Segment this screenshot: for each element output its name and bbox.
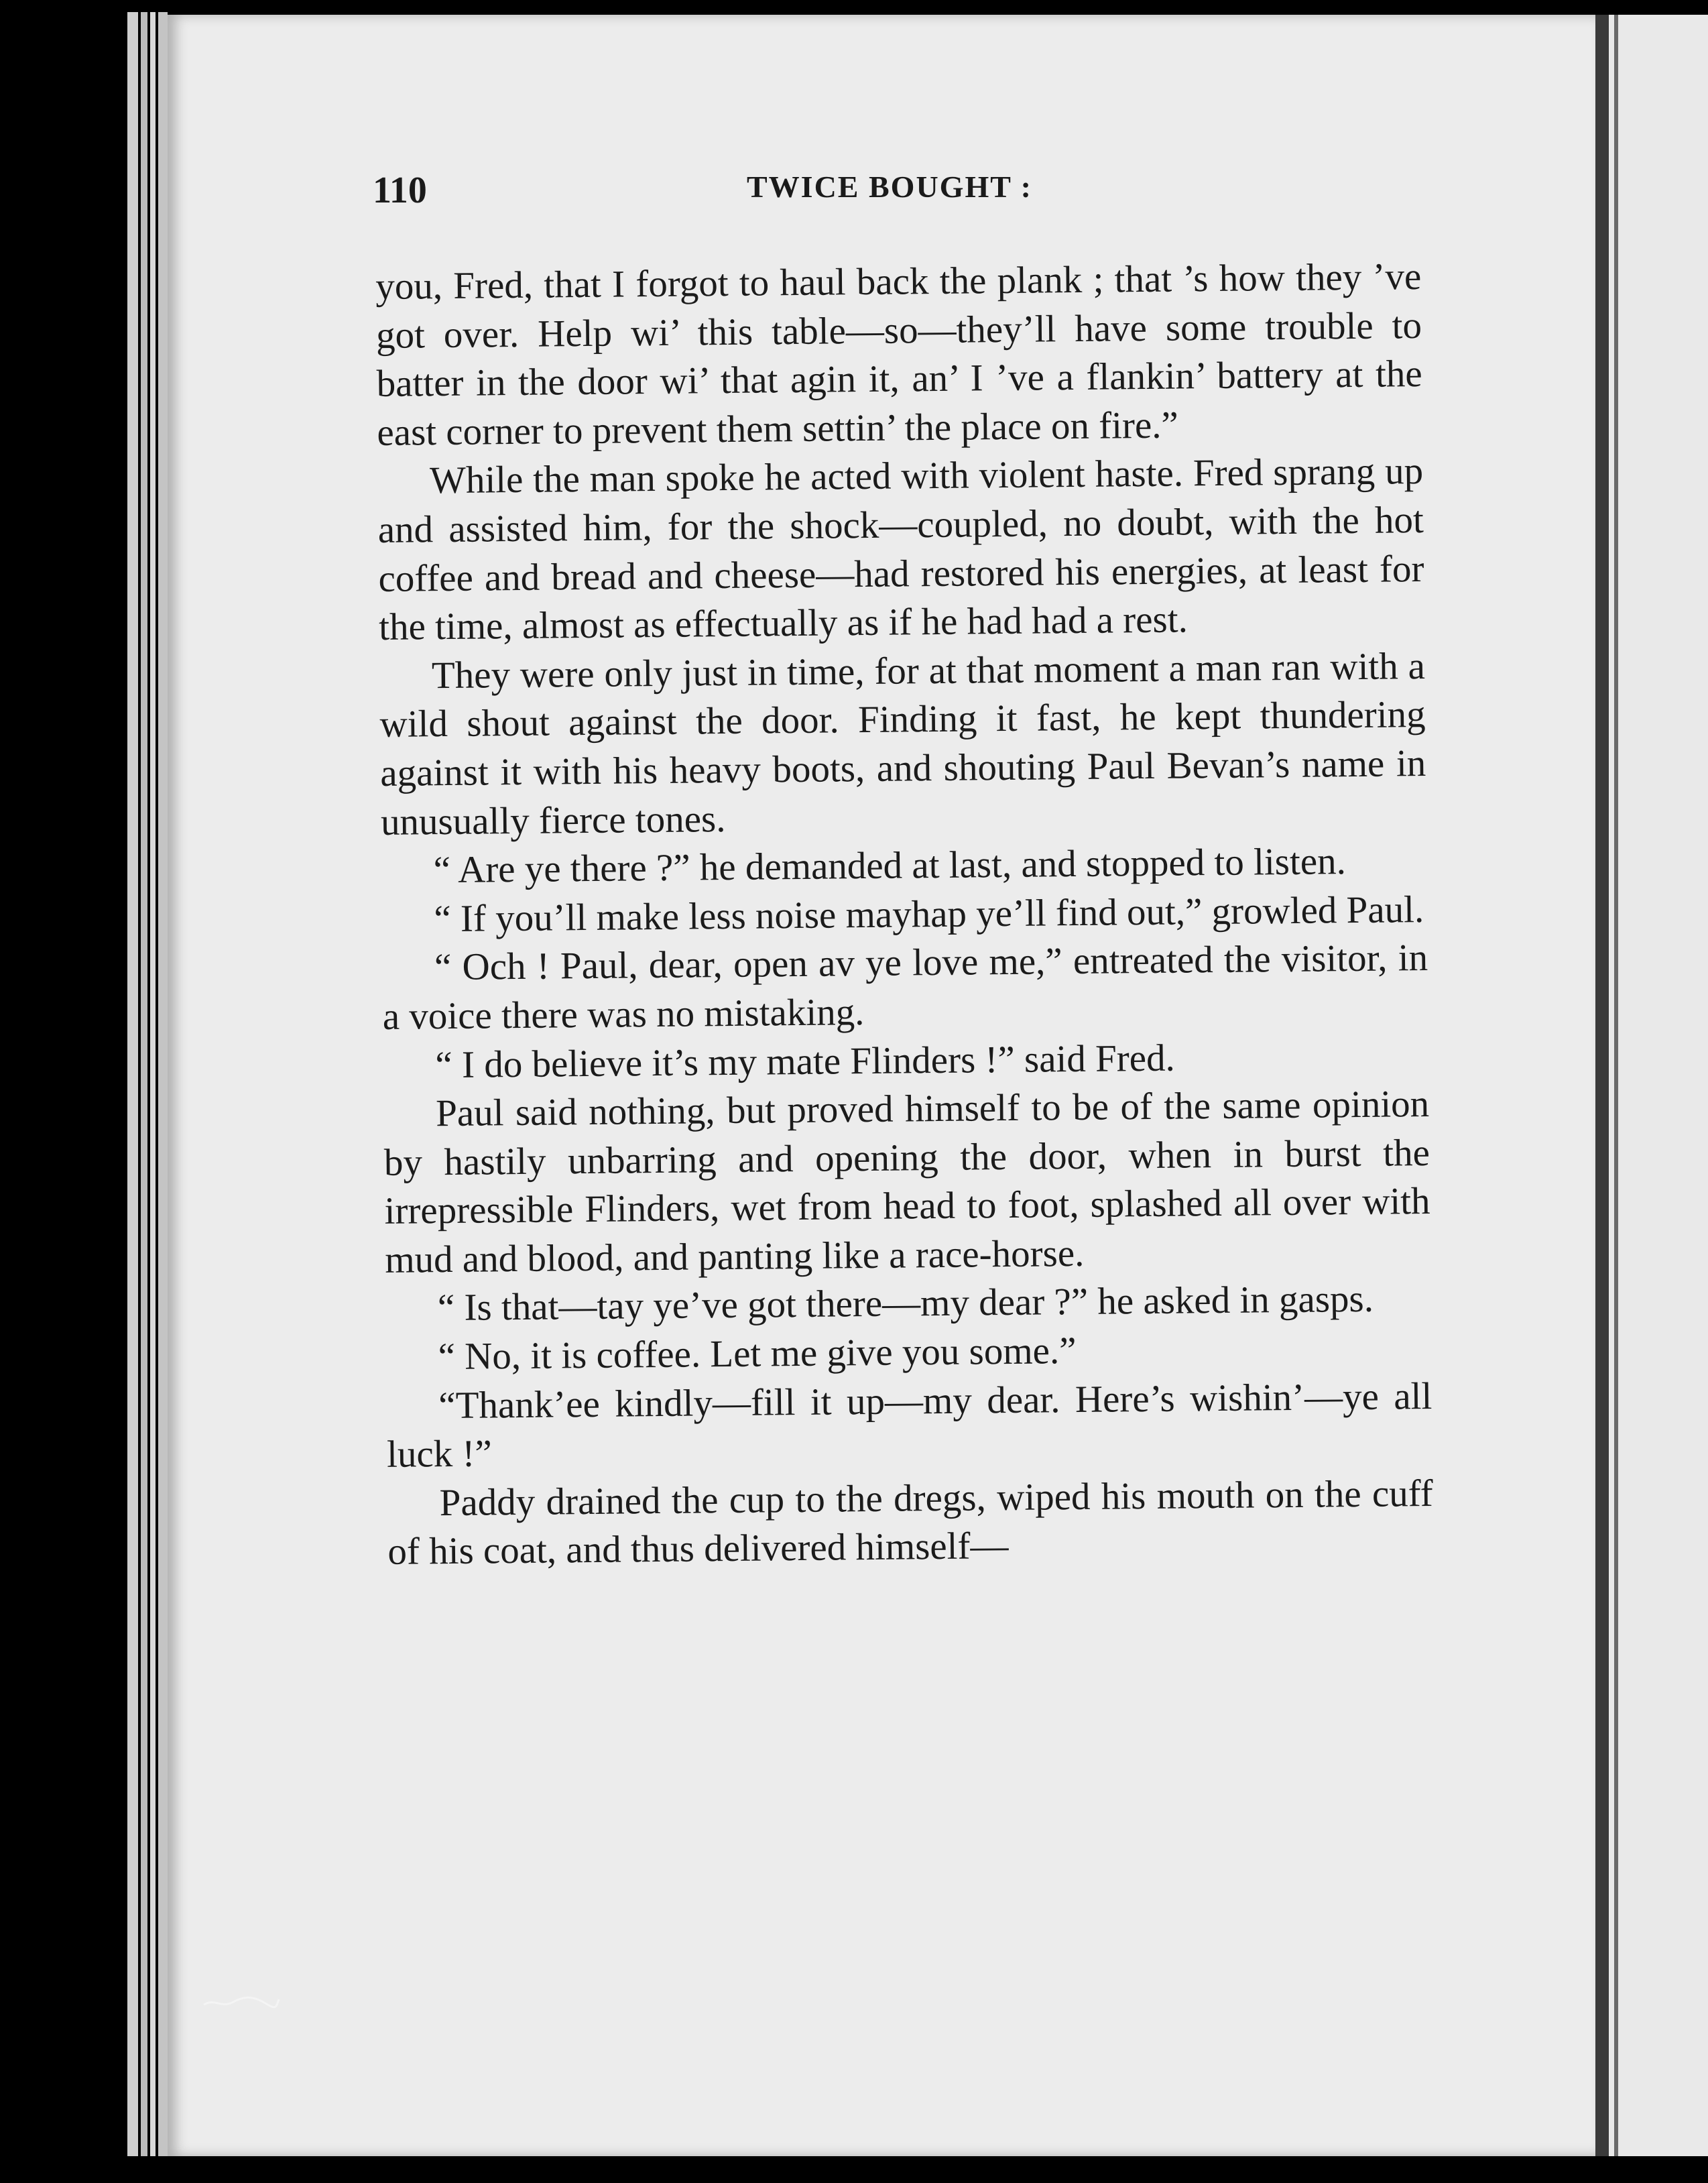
paragraph: you, Fred, that I forgot to haul back the plank ; that ’s how they ’ve got over. Help wi’ this table—so—they’ll have some trouble to batter in the door wi’ that agin it, an’ I ’ve a flankin’ battery at the east corner to prevent them settin’ the place on fire.” xyxy=(375,255,1422,454)
body-text xyxy=(375,253,1434,1577)
facing-page-edge xyxy=(1609,15,1708,2156)
page-number: 110 xyxy=(373,170,427,211)
paragraph: Paul said nothing, but proved himself to be of the same opinion by hastily unbarring and opening the door, when in burst the irrepressible Flinders, wet from head to foot, splashed all over with mud and blood, and panting like a race-horse. xyxy=(383,1083,1430,1281)
page-stack-edge xyxy=(158,12,168,2156)
page-stack-edge xyxy=(150,12,156,2156)
paragraph: “ If you’ll make less noise mayhap ye’ll find out,” growled Paul. xyxy=(434,888,1424,940)
paragraph: They were only just in time, for at that moment a man ran with a wild shout against the door. Finding it fast, he kept thundering against it with his heavy boots, and shouting Paul Bevan’s name in unusually fierce tones. xyxy=(379,644,1426,843)
paragraph: Paddy drained the cup to the dregs, wiped his mouth on the cuff of his coat, and thus delivered himself— xyxy=(387,1472,1433,1574)
page-stack-edge xyxy=(127,12,138,2156)
paragraph: “ Och ! Paul, dear, open av ye love me,” entreated the visitor, in a voice there was no mistaking. xyxy=(382,937,1428,1038)
binding-gutter xyxy=(1595,15,1609,2156)
paragraph: While the man spoke he acted with violent haste. Fred sprang up and assisted him, for the shock—coupled, no doubt, with the hot coffee and bread and cheese—had restored his energies, at least for the time, almost as effectually as if he had had a rest. xyxy=(377,450,1424,649)
paragraph: “ No, it is coffee. Let me give you some.” xyxy=(438,1330,1077,1378)
page-stack-edge xyxy=(141,12,147,2156)
ink-smudge xyxy=(201,1991,282,2011)
running-head: TWICE BOUGHT : xyxy=(747,170,1032,204)
paragraph: “ I do believe it’s my mate Flinders !” said Fred. xyxy=(435,1037,1176,1086)
paragraph: “ Are ye there ?” he demanded at last, and stopped to listen. xyxy=(433,840,1347,892)
paragraph: “Thank’ee kindly—fill it up—my dear. Here’s wishin’—ye all luck !” xyxy=(386,1374,1432,1476)
paragraph: “ Is that—tay ye’ve got there—my dear ?” he asked in gasps. xyxy=(437,1278,1374,1330)
facing-page-shadow xyxy=(1614,15,1618,2156)
